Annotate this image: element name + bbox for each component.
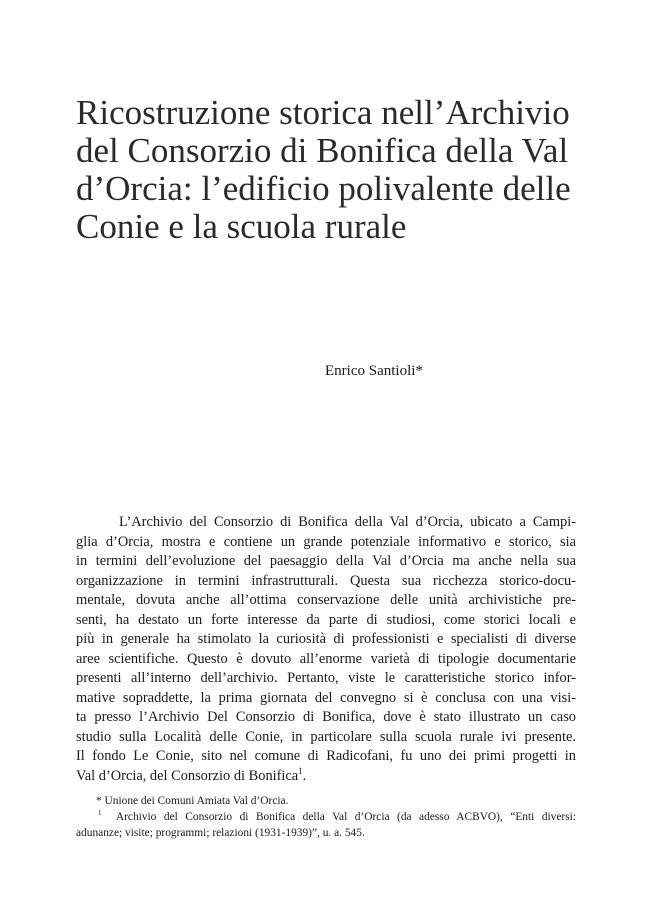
footnote-1-line	[76, 809, 576, 825]
title-line: Conie e la scuola rurale	[76, 207, 407, 246]
article-title	[76, 94, 596, 246]
body-line: Il fondo Le Conie, sito nel comune di Radicofani, fu uno dei primi progetti in	[76, 748, 576, 764]
footnote-1-continuation: adunanze; visite; programmi; relazioni (1931-1939)”, u. a. 545.	[76, 827, 365, 839]
footnote-marker: 1	[98, 809, 102, 818]
body-line: senti, ha destato un forte interesse da parte di studiosi, come storici locali e	[76, 611, 576, 628]
body-line-last: Val d’Orcia, del Consorzio di Bonifica$^1$.	[76, 765, 307, 784]
body-line: più in generale ha stimolato la curiosità di professionisti e specialisti di diverse	[76, 631, 576, 647]
body-line: presenti all’interno dell’archivio. Pertanto, viste le caratteristiche storico infor-	[76, 670, 576, 686]
body-line: in termini dell’evoluzione del paesaggio della Val d’Orcia ma anche nella sua	[76, 553, 576, 569]
footnotes	[76, 793, 576, 841]
title-line: Ricostruzione storica nell’Archivio	[76, 93, 570, 132]
body-line: ta presso l’Archivio Del Consorzio di Bonifica, dove è stato illustrato un caso	[76, 709, 576, 725]
author-name: Enrico Santioli*	[325, 363, 423, 379]
body-line: mentale, dovuta anche all’ottima conservazione delle unità archivistiche pre-	[76, 592, 576, 608]
body-line: L’Archivio del Consorzio di Bonifica della Val d’Orcia, ubicato a Campi-	[119, 514, 576, 530]
footnote-1-text: Archivio del Consorzio di Bonifica della Val d’Orcia (da adesso ACBVO), “Enti diversi:	[115, 811, 576, 823]
body-line: aree scientifiche. Questo è dovuto all’enorme varietà di tipologie documentarie	[76, 650, 576, 667]
title-line: del Consorzio di Bonifica della Val	[76, 131, 569, 170]
footnote-reference: 1	[298, 765, 303, 776]
body-line: studio sulla Località delle Conie, in particolare sulla scuola rurale ivi presente.	[76, 728, 576, 745]
body-line: mative sopraddette, la prima giornata del convegno si è conclusa con una visi-	[76, 689, 576, 706]
footnote-affiliation: * Unione dei Comuni Amiata Val d’Orcia.	[96, 795, 289, 807]
title-line: d’Orcia: l’edificio polivalente delle	[76, 169, 571, 208]
body-line: glia d’Orcia, mostra e contiene un grande potenziale informativo e storico, sia	[76, 533, 576, 550]
body-line: organizzazione in termini infrastrutturali. Questa sua ricchezza storico-docu-	[76, 572, 576, 589]
body-line-text: Val d’Orcia, del Consorzio di Bonifica	[76, 767, 299, 784]
body-paragraph	[76, 513, 576, 786]
